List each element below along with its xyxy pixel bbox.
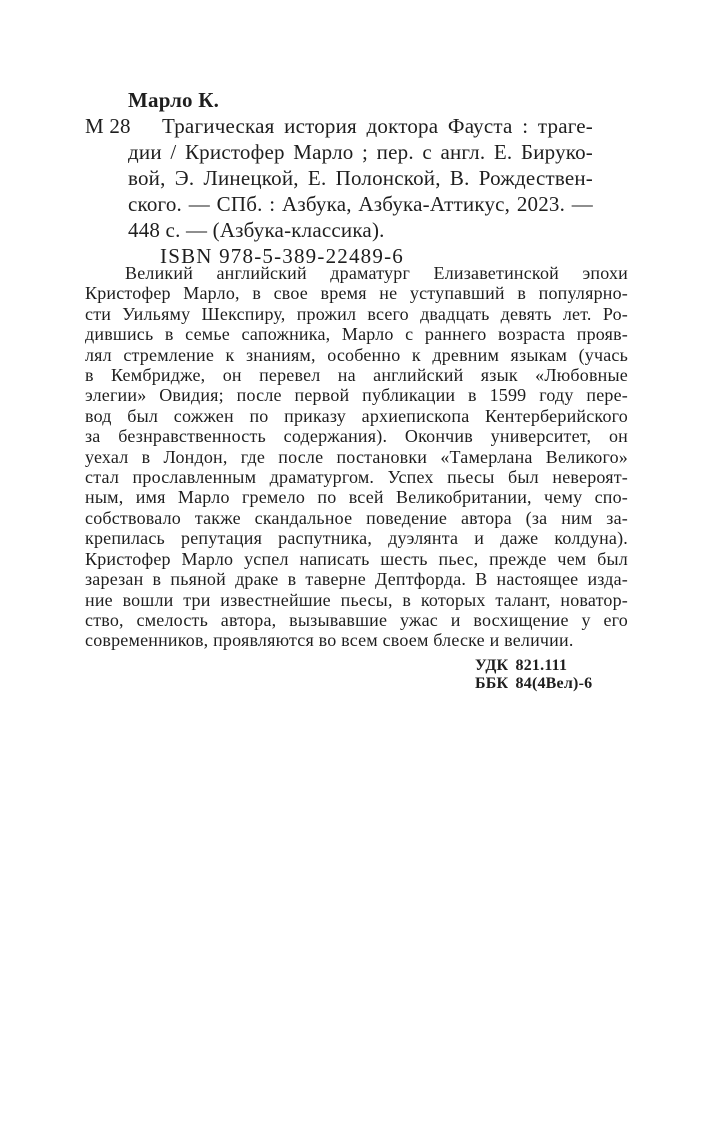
bib-line: вой, Э. Линецкой, Е. Полонской, В. Рождествен-: [128, 166, 593, 190]
annotation-line: уехал в Лондон, где после постановки «Тамерлана Великого»: [85, 446, 628, 467]
bib-line: ского. — СПб. : Азбука, Азбука-Аттикус, 2023. —: [128, 192, 593, 216]
annotation-line: элегии» Овидия; после первой публикации в 1599 году пере-: [85, 385, 628, 406]
annotation-line: сти Уильяму Шекспиру, прожил всего двадцать девять лет. Ро-: [85, 303, 628, 324]
annotation-line: зарезан в пьяной драке в таверне Дептфорда. В настоящее изда-: [85, 569, 628, 590]
udk-code: УДК 821.111: [475, 656, 568, 674]
annotation-line: ным, имя Марло гремело по всей Великобритании, чему спо-: [85, 487, 628, 508]
bib-line: дии / Кристофер Марло ; пер. с англ. Е. Бируко-: [128, 140, 593, 164]
classification-codes: [475, 657, 628, 693]
annotation-line: Кристофер Марло, в свое время не уступавший в популярно-: [85, 283, 628, 304]
annotation-line: лял стремление к знаниям, особенно к древним языкам (учась: [85, 344, 628, 365]
annotation-line: Великий английский драматург Елизаветинской эпохи: [125, 263, 628, 283]
annotation-line: дившись в семье сапожника, Марло с раннего возраста прояв-: [85, 324, 628, 345]
author-heading: Марло К.: [128, 88, 220, 112]
annotation-line: Кристофер Марло успел написать шесть пьес, прежде чем был: [85, 548, 628, 569]
catalog-index-code: М 28: [85, 114, 131, 138]
isbn-line: ISBN 978-5-389-22489-6: [160, 244, 404, 268]
bbk-code: ББК 84(4Вел)-6: [475, 674, 593, 692]
annotation-paragraph: [85, 263, 628, 651]
bib-line: [85, 113, 593, 139]
annotation-line: вод был сожжен по приказу архиепископа Кентерберийского: [85, 405, 628, 426]
annotation-line: крепилась репутация распутника, дуэлянта и даже колдуна).: [85, 528, 628, 549]
annotation-line: стал прославленным драматургом. Успех пьесы был невероят-: [85, 467, 628, 488]
bib-line-text: Трагическая история доктора Фауста : траге-: [162, 114, 593, 138]
bibliographic-entry: [85, 113, 593, 243]
annotation-line: в Кембридже, он перевел на английский язык «Любовные: [85, 365, 628, 386]
annotation-line: современников, проявляются во всем своем блеске и величии.: [85, 630, 574, 651]
bib-line: 448 с. — (Азбука-классика).: [128, 218, 385, 242]
text-block: [85, 87, 628, 693]
annotation-line: ние вошли три известнейшие пьесы, в которых талант, новатор-: [85, 589, 628, 610]
annotation-line: ство, смелость автора, вызывавшие ужас и восхищение у его: [85, 609, 628, 630]
annotation-line: за безнравственность содержания). Окончив университет, он: [85, 426, 628, 447]
annotation-line: собствовало также скандальное поведение автора (за ним за-: [85, 507, 628, 528]
